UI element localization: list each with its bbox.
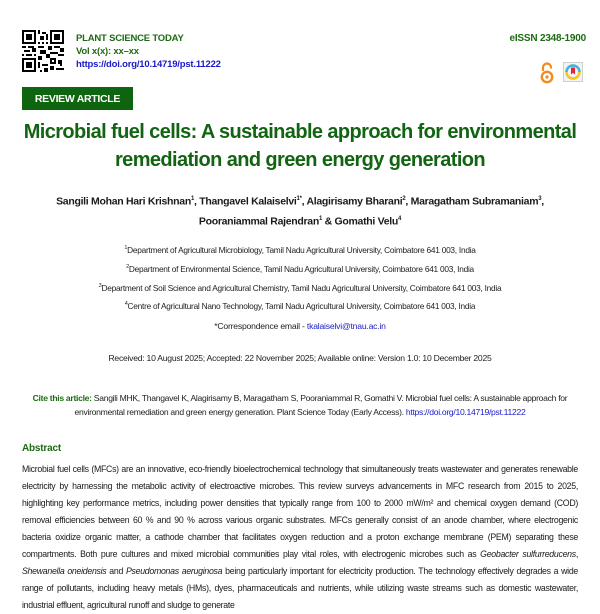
species-name: Shewanella oneidensis <box>22 566 107 576</box>
abstract-text: being particularly important for electricity production. The technology effectively degrades a wide range of pollutants, including heavy metals (HMs), dyes, pharmaceuticals and nutrients, while utilizing waste streams such as domestic wastewater, industrial effluent, agricultural runoff and sludge to generate <box>22 566 578 610</box>
author-list: Sangili Mohan Hari Krishnan$^1$, Thangavel Kalaiselvi$^{1*}$, Alagirisamy Bharani$^2$, Maragatham Subramaniam$^3$, Pooraniammal Rajendran$^1$ & Gomathi Velu$^4$ <box>56 195 544 227</box>
author-affil-sup: 1* <box>296 196 302 202</box>
doi-link[interactable]: https://doi.org/10.14719/pst.11222 <box>76 59 221 70</box>
article-type-banner: REVIEW ARTICLE <box>22 87 133 110</box>
citation-label: Cite this article: <box>32 393 92 403</box>
qr-code-icon[interactable] <box>22 30 64 72</box>
crossmark-icon[interactable] <box>563 62 583 82</box>
author-name: Thangavel Kalaiselvi <box>199 195 297 208</box>
affil-sup: 1 <box>124 245 128 251</box>
journal-name: PLANT SCIENCE TODAY <box>76 33 184 44</box>
species-name: Pseudomonas aeruginosa <box>125 566 223 576</box>
citation <box>22 391 578 419</box>
journal-info <box>76 32 221 71</box>
author-affil-sup: 1 <box>190 196 194 202</box>
title-line-1: Microbial fuel cells: A sustainable approach for environmental <box>23 121 577 143</box>
affiliation-item <box>0 278 600 297</box>
correspondence-label: *Correspondence email - <box>214 321 307 331</box>
author-affil-sup: 4 <box>398 215 402 222</box>
affil-text: Centre of Agricultural Nano Technology, Tamil Nadu Agricultural University, Coimbatore 641 003, India <box>127 301 476 312</box>
citation-doi-link[interactable]: https://doi.org/10.14719/pst.11222 <box>405 407 526 417</box>
author-name: Alagirisamy Bharani <box>306 195 403 208</box>
abstract-text: and <box>106 566 126 576</box>
abstract-text: , <box>575 549 578 559</box>
abstract-text: Microbial fuel cells (MFCs) are an innovative, eco-friendly bioelectrochemical technology that simultaneously treats wastewater and generates renewable electricity by harnessing the metabolic activity of electroactive microbes. This review surveys advancements in MFC research from 2015 to 2025, highlighting key performance metrics, including power densities that typically range from 100 to 2000 mW/m² and chemical oxygen demand (COD) removal efficiencies between 60 % and 90 % across various organic substrates. MFCs generally consist of an anode chamber, where electrogenic bacteria oxidize organic matter, a cathode chamber that facilitates oxygen reduction and a proton exchange membrane (PEM) separating these compartments. Both pure cultures and mixed microbial communities play vital roles, with electrogenic microbes such as <box>22 464 578 559</box>
affiliation-item <box>0 296 600 315</box>
abstract-heading: Abstract <box>22 443 61 454</box>
species-name: Geobacter sulfurreducens <box>480 549 576 559</box>
affil-sup: 3 <box>98 282 102 289</box>
affil-sup: 4 <box>124 301 128 308</box>
volume-info: Vol x(x): xx–xx <box>76 46 139 57</box>
author-affil-sup: 3 <box>538 196 542 202</box>
publication-dates: Received: 10 August 2025; Accepted: 22 November 2025; Available online: Version 1.0: 10 December 2025 <box>108 353 492 363</box>
author-name: Pooraniammal Rajendran <box>198 215 319 227</box>
affil-text: Department of Soil Science and Agricultural Chemistry, Tamil Nadu Agricultural University, Coimbatore 641 003, India <box>101 282 502 293</box>
open-access-icon <box>540 62 554 84</box>
affil-text: Department of Environmental Science, Tamil Nadu Agricultural University, Coimbatore 641 003, India <box>128 263 474 274</box>
affiliation-item <box>0 240 600 259</box>
affil-sup: 2 <box>126 263 129 270</box>
eissn: eISSN 2348-1900 <box>509 33 586 44</box>
affiliation-item <box>0 259 600 278</box>
affil-text: Department of Agricultural Microbiology, Tamil Nadu Agricultural University, Coimbatore 641 003, India <box>127 244 476 255</box>
citation-text: Sangili MHK, Thangavel K, Alagirisamy B, Maragatham S, Pooraniammal R, Gomathi V. Microbial fuel cells: A sustainable approach for environmental remediation and green energy generation. Plant Science Today (Early Access). <box>74 393 568 417</box>
article-title <box>0 118 600 174</box>
author-name: Maragatham Subramaniam <box>410 195 539 208</box>
correspondence-email-link[interactable]: tkalaiselvi@tnau.ac.in <box>306 321 386 331</box>
author-affil-sup: 1 <box>318 215 322 222</box>
author-name: Sangili Mohan Hari Krishnan <box>56 195 191 208</box>
abstract-body <box>22 461 578 614</box>
correspondence <box>0 321 600 331</box>
author-affil-sup: 2 <box>402 196 406 202</box>
affiliations <box>0 240 600 315</box>
author-name: Gomathi Velu <box>334 215 399 227</box>
title-line-2: remediation and green energy generation <box>114 149 486 171</box>
